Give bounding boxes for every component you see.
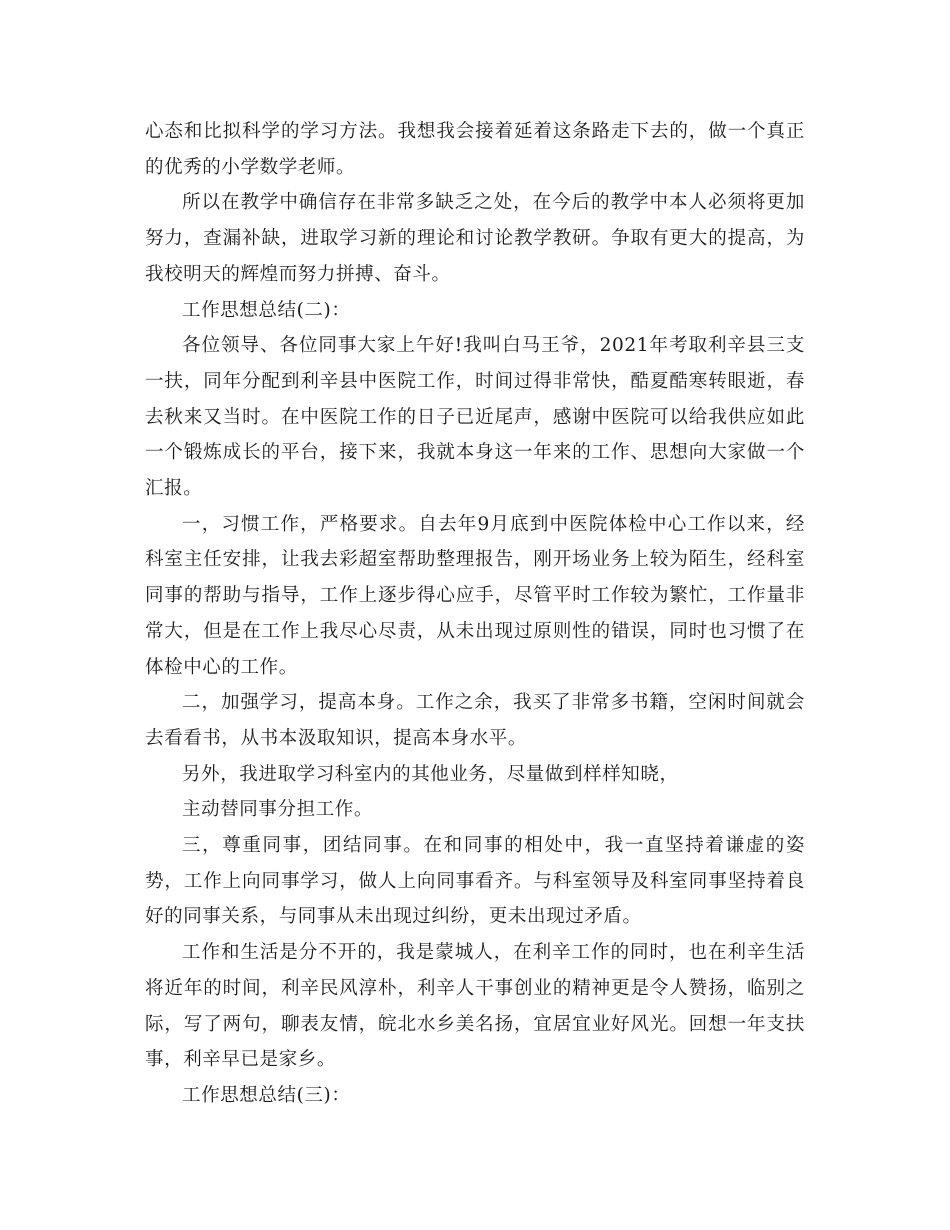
paragraph: 二，加强学习，提高本身。工作之余，我买了非常多书籍，空闲时间就会去看看书，从书本汲取知识，提高本身水平。 [145,692,805,749]
paragraph: 心态和比拟科学的学习方法。我想我会接着延着这条路走下去的，做一个真正的优秀的小学数学老师。 [145,121,805,178]
paragraph: 另外，我进取学习科室内的其他业务，尽量做到样样知晓， [182,763,679,785]
paragraph: 所以在教学中确信存在非常多缺乏之处，在今后的教学中本人必须将更加努力，查漏补缺，进取学习新的理论和讨论教学教研。争取有更大的提高，为我校明天的辉煌而努力拼搏、奋斗。 [145,192,805,285]
paragraph: 三，尊重同事，团结同事。在和同事的相处中，我一直坚持着谦虚的姿势，工作上向同事学习，做人上向同事看齐。与科室领导及科室同事坚持着良好的同事关系，与同事从未出现过纠纷，更未出现过矛盾。 [145,835,805,928]
paragraph: 各位领导、各位同事大家上午好!我叫白马王爷，2021年考取利辛县三支一扶，同年分配到利辛县中医院工作，时间过得非常快，酷夏酷寒转眼逝，春去秋来又当时。在中医院工作的日子已近尾声，感谢中医院可以给我供应如此一个锻炼成长的平台，接下来，我就本身这一年来的工作、思想向大家做一个汇报。 [145,335,805,500]
document-body [145,114,805,1114]
section-heading: 工作思想总结(二)： [182,299,351,321]
paragraph: 主动替同事分担工作。 [182,799,374,821]
paragraph: 一，习惯工作，严格要求。自去年9月底到中医院体检中心工作以来，经科室主任安排，让我去彩超室帮助整理报告，刚开场业务上较为陌生，经科室同事的帮助与指导，工作上逐步得心应手，尽管平时工作较为繁忙，工作量非常大，但是在工作上我尽心尽责，从未出现过原则性的错误，同时也习惯了在体检中心的工作。 [145,513,805,678]
paragraph: 工作和生活是分不开的，我是蒙城人，在利辛工作的同时，也在利辛生活将近年的时间，利辛民风淳朴，利辛人干事创业的精神更是令人赞扬，临别之际，写了两句，聊表友情，皖北水乡美名扬，宜居宜业好风光。回想一年支扶事，利辛早已是家乡。 [145,942,805,1071]
section-heading: 工作思想总结(三)： [182,1084,351,1106]
